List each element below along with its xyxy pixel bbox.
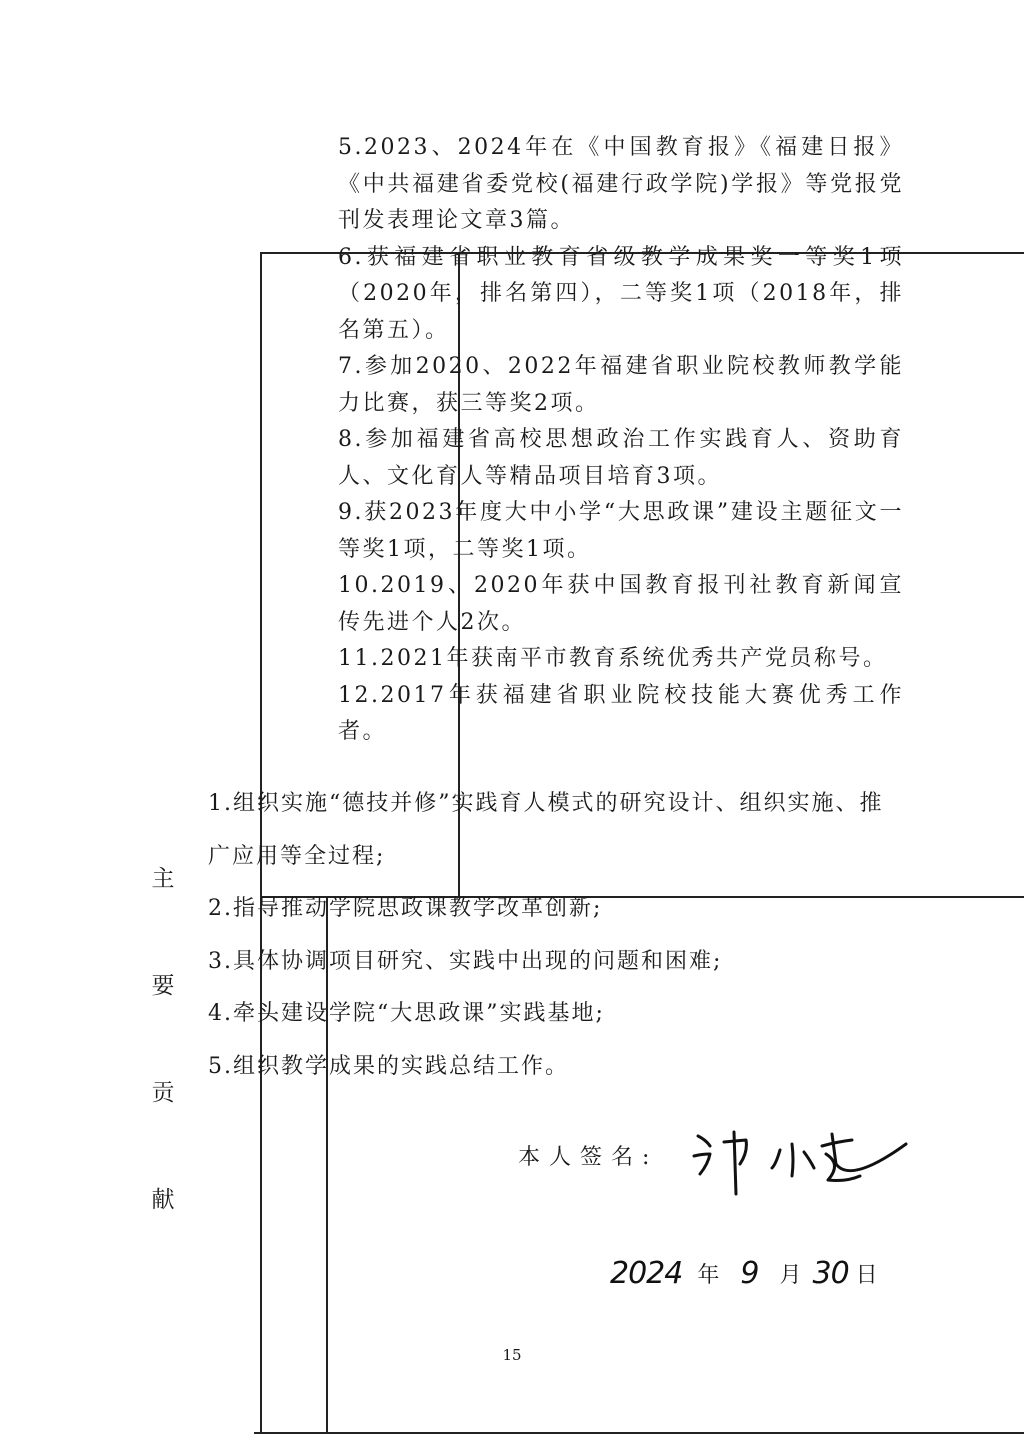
section-label-char: 贡 xyxy=(151,1080,175,1106)
date-day-unit: 日 xyxy=(855,1263,878,1288)
date-year-handwritten: 2024 xyxy=(610,1256,683,1291)
section-label-char: 献 xyxy=(151,1187,175,1213)
handwritten-signature xyxy=(676,1124,916,1214)
achievement-item: 5.2023、2024年在《中国教育报》《福建日报》《中共福建省委党校(福建行政学院)学报》等党报党刊发表理论文章3篇。 xyxy=(338,135,904,233)
date-day-handwritten: 30 xyxy=(812,1256,849,1291)
contribution-item: 3.具体协调项目研究、实践中出现的问题和困难; xyxy=(208,948,723,974)
contribution-item: 4.牵头建设学院“大思政课”实践基地; xyxy=(208,1001,605,1026)
signature-date xyxy=(610,1256,878,1291)
achievement-item: 9.获2023年度大中小学“大思政课”建设主题征文一等奖1项，二等奖1项。 xyxy=(338,500,904,562)
contribution-item: 5.组织教学成果的实践总结工作。 xyxy=(208,1053,569,1079)
signature-label: 本人签名: xyxy=(518,1145,659,1170)
achievements-list xyxy=(338,130,904,751)
section-label-char: 主 xyxy=(151,866,175,892)
table-border-bottom xyxy=(254,1432,1024,1434)
achievement-item: 7.参加2020、2022年福建省职业院校教师教学能力比赛，获三等奖2项。 xyxy=(338,354,904,416)
achievement-item: 8.参加福建省高校思想政治工作实践育人、资助育人、文化育人等精品项目培育3项。 xyxy=(338,427,904,489)
achievement-item: 12.2017年获福建省职业院校技能大赛优秀工作者。 xyxy=(338,682,904,744)
page-number: 15 xyxy=(502,1346,522,1364)
date-year-unit: 年 xyxy=(697,1263,720,1288)
achievement-item: 10.2019、2020年获中国教育报刊社教育新闻宣传先进个人2次。 xyxy=(338,573,904,635)
contribution-item: 2.指导推动学院思政课教学改革创新; xyxy=(208,896,603,921)
contributions-list xyxy=(208,778,900,1093)
achievement-item: 6.获福建省职业教育省级教学成果奖一等奖1项（2020年，排名第四），二等奖1项（2018年，排名第五）。 xyxy=(338,244,904,343)
section-label-main-contributions xyxy=(146,858,180,1286)
date-month-unit: 月 xyxy=(779,1263,802,1288)
date-month-handwritten: 9 xyxy=(740,1256,759,1291)
section-label-char: 要 xyxy=(151,973,175,999)
contribution-item: 1.组织实施“德技并修”实践育人模式的研究设计、组织实施、推广应用等全过程; xyxy=(208,791,884,869)
achievement-item: 11.2021年获南平市教育系统优秀共产党员称号。 xyxy=(338,646,888,671)
